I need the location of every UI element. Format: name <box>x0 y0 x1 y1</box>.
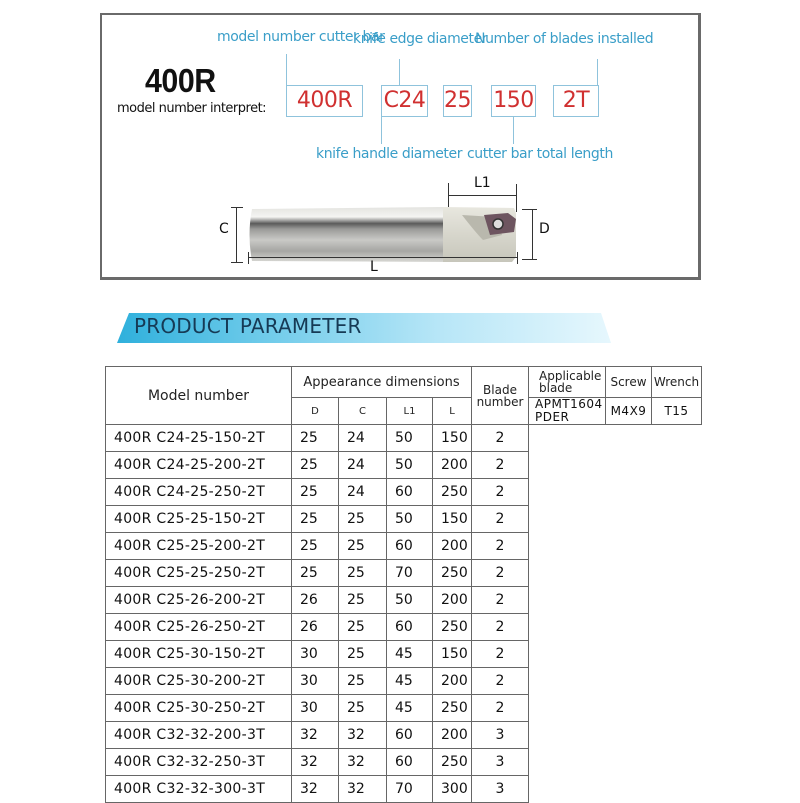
cell-d: 25 <box>292 533 339 560</box>
table-row <box>106 479 702 506</box>
cell-model: 400R C25-30-150-2T <box>106 641 292 668</box>
cell-blade-number: 2 <box>472 668 529 695</box>
label-handle-diameter: knife handle diameter <box>316 146 463 162</box>
header-blade-number: Blade number <box>472 367 529 425</box>
insert-screw-icon <box>493 219 503 229</box>
parameter-table <box>105 366 702 803</box>
table-row <box>106 560 702 587</box>
cell-c: 32 <box>339 722 387 749</box>
connector-line <box>513 116 514 144</box>
cell-blade-number: 2 <box>472 641 529 668</box>
connector-line <box>597 59 598 86</box>
subheader-l: L <box>433 398 472 425</box>
code-box-edge: 25 <box>443 85 472 117</box>
cell-model: 400R C32-32-300-3T <box>106 776 292 803</box>
cell-l: 200 <box>433 452 472 479</box>
header-appearance: Appearance dimensions <box>292 367 472 398</box>
cell-d: 30 <box>292 641 339 668</box>
cell-blade-number: 2 <box>472 587 529 614</box>
dim-label-d: D <box>539 221 550 237</box>
cell-d: 25 <box>292 506 339 533</box>
cell-l1: 60 <box>387 479 433 506</box>
cell-l: 200 <box>433 668 472 695</box>
cell-d: 26 <box>292 614 339 641</box>
cell-l1: 50 <box>387 425 433 452</box>
header-wrench: Wrench <box>652 367 702 398</box>
applicable-blade-value: APMT1604 PDER <box>529 398 606 425</box>
cell-blade-number: 2 <box>472 479 529 506</box>
dim-tick <box>248 252 249 264</box>
cell-d: 26 <box>292 587 339 614</box>
cell-d: 25 <box>292 425 339 452</box>
cell-c: 25 <box>339 560 387 587</box>
dim-label-c: C <box>219 221 229 237</box>
label-edge-diameter: knife edge diameter <box>353 31 488 47</box>
cell-l: 300 <box>433 776 472 803</box>
code-box-length: 150 <box>491 85 536 117</box>
label-blades-installed: Number of blades installed <box>475 31 654 47</box>
cell-model: 400R C25-30-250-2T <box>106 695 292 722</box>
cell-blade-number: 3 <box>472 722 529 749</box>
table-body <box>106 425 702 803</box>
cell-l: 200 <box>433 533 472 560</box>
cell-d: 30 <box>292 695 339 722</box>
dim-tick <box>448 183 449 207</box>
cell-l1: 45 <box>387 641 433 668</box>
cell-model: 400R C25-25-200-2T <box>106 533 292 560</box>
cell-l: 150 <box>433 425 472 452</box>
code-box-blades: 2T <box>553 85 599 117</box>
table-row <box>106 452 702 479</box>
cell-model: 400R C25-25-150-2T <box>106 506 292 533</box>
table-row <box>106 614 702 641</box>
dim-tick <box>522 209 537 210</box>
dim-tick <box>522 259 537 260</box>
section-title: PRODUCT PARAMETER <box>134 314 362 338</box>
cell-c: 32 <box>339 749 387 776</box>
cell-blade-number: 2 <box>472 560 529 587</box>
cell-model: 400R C32-32-200-3T <box>106 722 292 749</box>
table-row <box>106 695 702 722</box>
cell-l1: 45 <box>387 668 433 695</box>
subheader-l1: L1 <box>387 398 433 425</box>
cell-d: 32 <box>292 749 339 776</box>
subheader-c: C <box>339 398 387 425</box>
dim-line-l <box>248 257 518 258</box>
cell-c: 24 <box>339 425 387 452</box>
cell-l: 250 <box>433 560 472 587</box>
cell-l: 250 <box>433 695 472 722</box>
cell-l: 150 <box>433 506 472 533</box>
cell-c: 25 <box>339 587 387 614</box>
cell-l1: 50 <box>387 506 433 533</box>
cell-c: 25 <box>339 695 387 722</box>
cell-c: 25 <box>339 668 387 695</box>
interpret-label: model number interpret: <box>117 101 267 116</box>
cell-l: 200 <box>433 587 472 614</box>
cell-model: 400R C25-26-250-2T <box>106 614 292 641</box>
header-applicable-blade: Applicable blade <box>529 367 606 398</box>
cell-d: 25 <box>292 479 339 506</box>
code-box-handle: C24 <box>381 85 428 117</box>
model-title: 400R <box>145 62 216 99</box>
cell-d: 25 <box>292 452 339 479</box>
cell-c: 25 <box>339 614 387 641</box>
code-box-series: 400R <box>286 85 363 117</box>
cell-l1: 50 <box>387 452 433 479</box>
subheader-d: D <box>292 398 339 425</box>
table-row <box>106 776 702 803</box>
cell-l: 200 <box>433 722 472 749</box>
wrench-value: T15 <box>652 398 702 425</box>
table-row <box>106 722 702 749</box>
cell-c: 24 <box>339 452 387 479</box>
cell-d: 32 <box>292 722 339 749</box>
label-total-length: cutter bar total length <box>467 146 613 162</box>
connector-line <box>399 59 400 86</box>
cell-blade-number: 2 <box>472 425 529 452</box>
cell-blade-number: 2 <box>472 533 529 560</box>
cell-d: 25 <box>292 560 339 587</box>
cell-model: 400R C25-26-200-2T <box>106 587 292 614</box>
connector-line <box>286 54 287 86</box>
cell-blade-number: 2 <box>472 506 529 533</box>
cell-l: 250 <box>433 479 472 506</box>
cell-l1: 60 <box>387 614 433 641</box>
cell-d: 32 <box>292 776 339 803</box>
screw-value: M4X9 <box>606 398 652 425</box>
table-row <box>106 425 702 452</box>
cell-l: 250 <box>433 749 472 776</box>
cell-c: 25 <box>339 506 387 533</box>
dim-tick <box>231 262 243 263</box>
cell-l1: 70 <box>387 560 433 587</box>
cell-l: 250 <box>433 614 472 641</box>
header-model: Model number <box>106 367 292 425</box>
cell-l1: 60 <box>387 722 433 749</box>
connector-line <box>381 116 382 144</box>
table-row <box>106 641 702 668</box>
cell-c: 25 <box>339 641 387 668</box>
cell-l1: 60 <box>387 749 433 776</box>
dim-label-l: L <box>370 259 378 275</box>
cell-model: 400R C24-25-150-2T <box>106 425 292 452</box>
cell-l1: 60 <box>387 533 433 560</box>
header-screw: Screw <box>606 367 652 398</box>
dim-line-l1 <box>448 195 516 196</box>
table-row <box>106 668 702 695</box>
cell-blade-number: 3 <box>472 749 529 776</box>
table-row <box>106 533 702 560</box>
cell-l1: 70 <box>387 776 433 803</box>
cell-c: 25 <box>339 533 387 560</box>
dim-line-c <box>236 207 237 262</box>
dim-tick <box>231 207 243 208</box>
cell-model: 400R C25-30-200-2T <box>106 668 292 695</box>
cell-model: 400R C32-32-250-3T <box>106 749 292 776</box>
table-row <box>106 749 702 776</box>
cell-l1: 50 <box>387 587 433 614</box>
cell-blade-number: 2 <box>472 695 529 722</box>
dim-line-d <box>532 209 533 259</box>
cell-c: 24 <box>339 479 387 506</box>
cell-d: 30 <box>292 668 339 695</box>
cell-c: 32 <box>339 776 387 803</box>
end-mill-drawing <box>240 195 530 270</box>
label-cutter-bar: model number cutter bar <box>217 29 385 45</box>
table-row <box>106 587 702 614</box>
cell-blade-number: 2 <box>472 614 529 641</box>
cell-l: 150 <box>433 641 472 668</box>
cell-blade-number: 3 <box>472 776 529 803</box>
cell-blade-number: 2 <box>472 452 529 479</box>
dim-tick <box>517 252 518 264</box>
dim-tick <box>516 184 517 212</box>
cell-model: 400R C25-25-250-2T <box>106 560 292 587</box>
cell-l1: 45 <box>387 695 433 722</box>
shank-shape <box>250 207 444 262</box>
cell-model: 400R C24-25-250-2T <box>106 479 292 506</box>
cell-model: 400R C24-25-200-2T <box>106 452 292 479</box>
table-row <box>106 506 702 533</box>
dim-label-l1: L1 <box>474 175 491 191</box>
